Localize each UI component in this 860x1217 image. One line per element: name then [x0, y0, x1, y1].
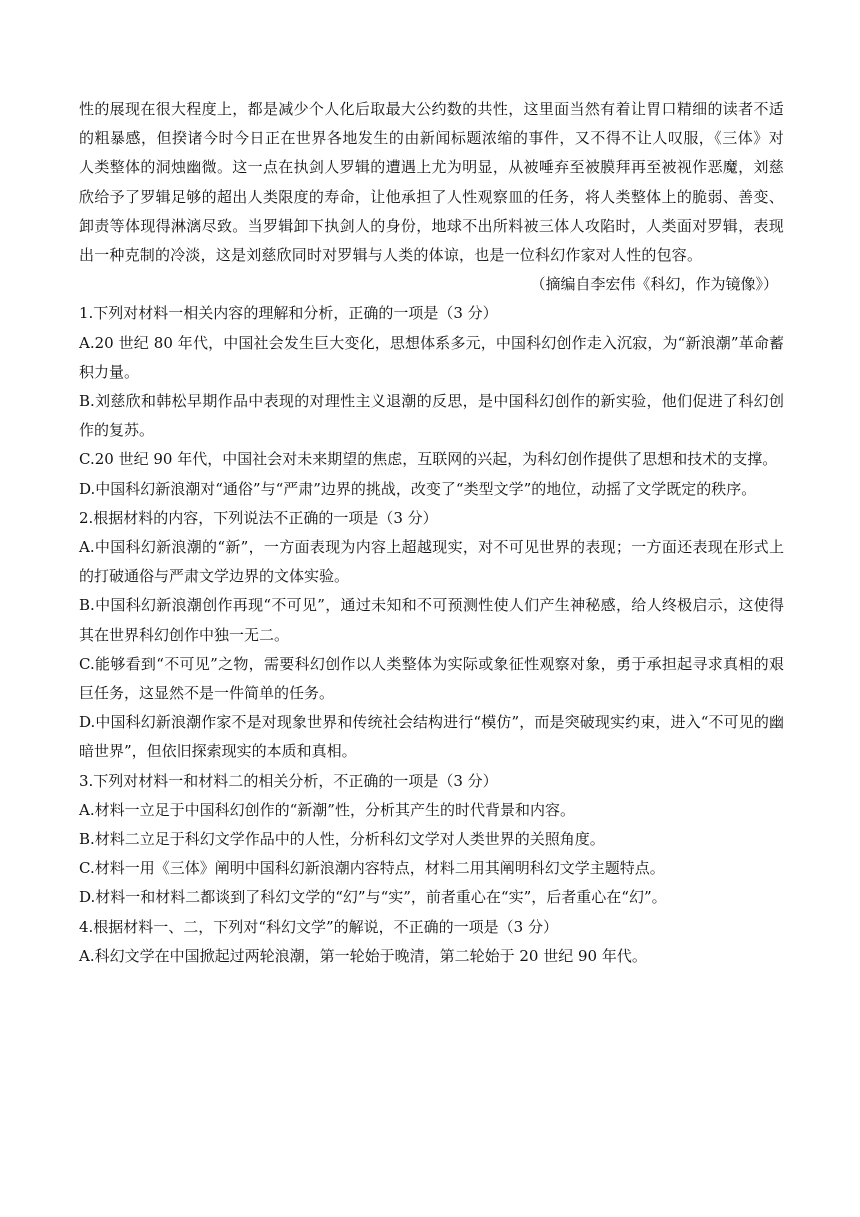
option-d: D.中国科幻新浪潮对“通俗”与“严肃”边界的挑战，改变了“类型文学”的地位，动摇了文学既定的秩序。: [79, 479, 757, 498]
question-stem: 3.下列对材料一和材料二的相关分析，不正确的一项是（3 分）: [79, 771, 498, 790]
option-a: A.中国科幻新浪潮的“新”，一方面表现为内容上超越现实，对不可见世界的表现；一方面还表现在形式上的打破通俗与严肃文学边界的文体实验。: [79, 538, 784, 586]
material-source: （摘编自李宏伟《科幻，作为镜像》）: [530, 275, 778, 294]
option-d: D.材料一和材料二都谈到了科幻文学的“幻”与“实”，前者重心在“实”，后者重心在“幻”。: [79, 888, 667, 907]
option-c: C.20 世纪 90 年代，中国社会对未来期望的焦虑，互联网的兴起，为科幻创作提供了思想和技术的支撑。: [79, 450, 778, 469]
option-b: B.中国科幻新浪潮创作再现“不可见”，通过未知和不可预测性使人们产生神秘感，给人终极启示，这使得其在世界科幻创作中独一无二。: [79, 596, 784, 644]
question-stem: 1.下列对材料一相关内容的理解和分析，正确的一项是（3 分）: [79, 304, 498, 323]
option-d: D.中国科幻新浪潮作家不是对现象世界和传统社会结构进行“模仿”，而是突破现实约束，进入“不可见的幽暗世界”，但依旧探索现实的本质和真相。: [79, 713, 784, 761]
question-stem: 2.根据材料的内容，下列说法不正确的一项是（3 分）: [79, 508, 438, 527]
question-1: [79, 299, 784, 503]
option-c: C.能够看到“不可见”之物，需要科幻创作以人类整体为实际或象征性观察对象，勇于承担起寻求真相的艰巨任务，这显然不是一件简单的任务。: [79, 654, 784, 703]
question-4: [79, 913, 784, 971]
question-stem: 4.根据材料一、二，下列对“科幻文学”的解说，不正确的一项是（3 分）: [79, 917, 558, 936]
question-2: [79, 504, 784, 767]
option-b: B.刘慈欣和韩松早期作品中表现的对理性主义退潮的反思，是中国科幻创作的新实验，他们促进了科幻创作的复苏。: [79, 392, 784, 440]
question-3: [79, 767, 784, 913]
material-paragraph: 性的展现在很大程度上，都是减少个人化后取最大公约数的共性，这里面当然有着让胃口精细的读者不适的粗暴感，但揆诸今时今日正在世界各地发生的由新闻标题浓缩的事件，又不得不让人叹服，《三体》对人类整体的洞烛幽微。这一点在执剑人罗辑的遭遇上尤为明显，从被唾弃至被膜拜再至被视作恶魔，刘慈欣给予了罗辑足够的超出人类限度的寿命，让他承担了人性观察皿的任务，将人类整体上的脆弱、善变、卸责等体现得淋漓尽致。当罗辑卸下执剑人的身份，地球不出所料被三体人攻陷时，人类面对罗辑，表现出一种克制的冷淡，这是刘慈欣同时对罗辑与人类的体谅，也是一位科幻作家对人性的包容。: [79, 100, 784, 265]
option-b: B.材料二立足于科幻文学作品中的人性，分析科幻文学对人类世界的关照角度。: [79, 830, 605, 849]
option-a: A.科幻文学在中国掀起过两轮浪潮，第一轮始于晚清，第二轮始于 20 世纪 90 年代。: [79, 946, 647, 965]
option-c: C.材料一用《三体》阐明中国科幻新浪潮内容特点，材料二用其阐明科幻文学主题特点。: [79, 859, 665, 878]
option-a: A.材料一立足于中国科幻创作的“新潮”性，分析其产生的时代背景和内容。: [79, 800, 575, 819]
option-a: A.20 世纪 80 年代，中国社会发生巨大变化，思想体系多元，中国科幻创作走入沉寂，为“新浪潮”革命蓄积力量。: [79, 333, 784, 381]
exam-page: [79, 95, 784, 971]
